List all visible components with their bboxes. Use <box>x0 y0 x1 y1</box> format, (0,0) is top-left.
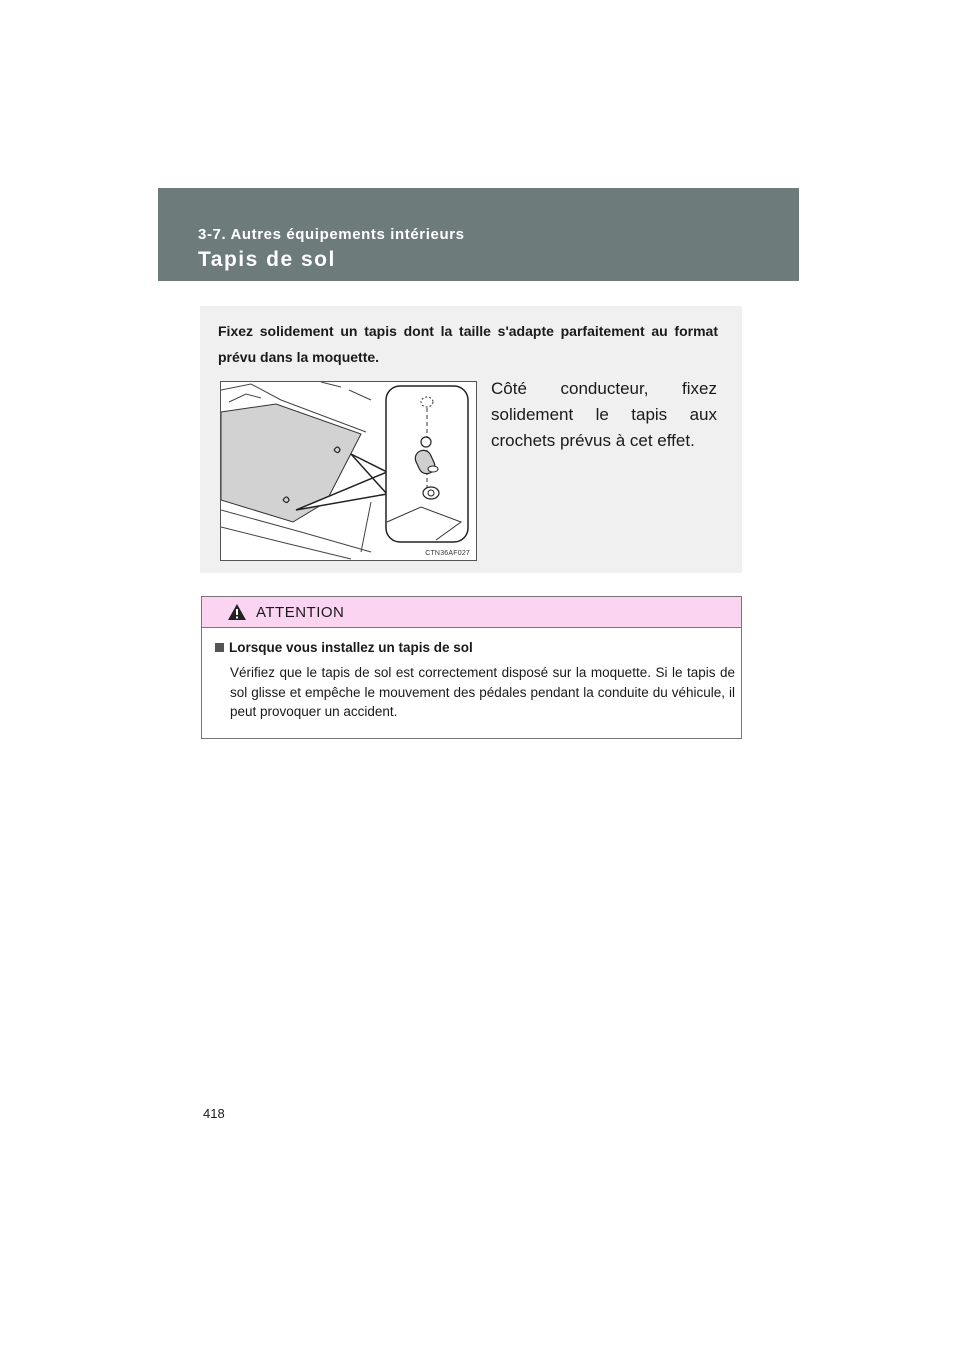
section-header <box>158 188 799 281</box>
warning-header <box>202 597 741 628</box>
side-text: Côté conducteur, fixez solidement le tapis aux crochets prévus à cet effet. <box>491 379 717 450</box>
warning-heading-text: Lorsque vous installez un tapis de sol <box>229 640 473 655</box>
floor-mat-drawing <box>221 382 476 560</box>
warning-triangle-icon <box>227 603 247 626</box>
warning-heading <box>215 640 473 655</box>
illustration-code: CTN36AF027 <box>425 550 470 557</box>
section-label: 3-7. Autres équipements intérieurs <box>198 226 465 243</box>
bullet-square-icon <box>215 643 224 652</box>
page-title: Tapis de sol <box>198 248 336 271</box>
intro-text: Fixez solidement un tapis dont la taille s'adapte parfaitement au format prévu dans la moquette. <box>218 323 718 365</box>
floor-mat-illustration <box>220 381 477 561</box>
warning-text: Vérifiez que le tapis de sol est correctement disposé sur la moquette. Si le tapis de sol glisse et empêche le mouvement des pédales pendant la conduite du véhicule, il peut provoquer un accident. <box>230 665 735 719</box>
warning-label: ATTENTION <box>256 604 345 621</box>
page-number: 418 <box>203 1106 225 1121</box>
warning-box <box>201 596 742 739</box>
intro-panel <box>200 306 742 573</box>
